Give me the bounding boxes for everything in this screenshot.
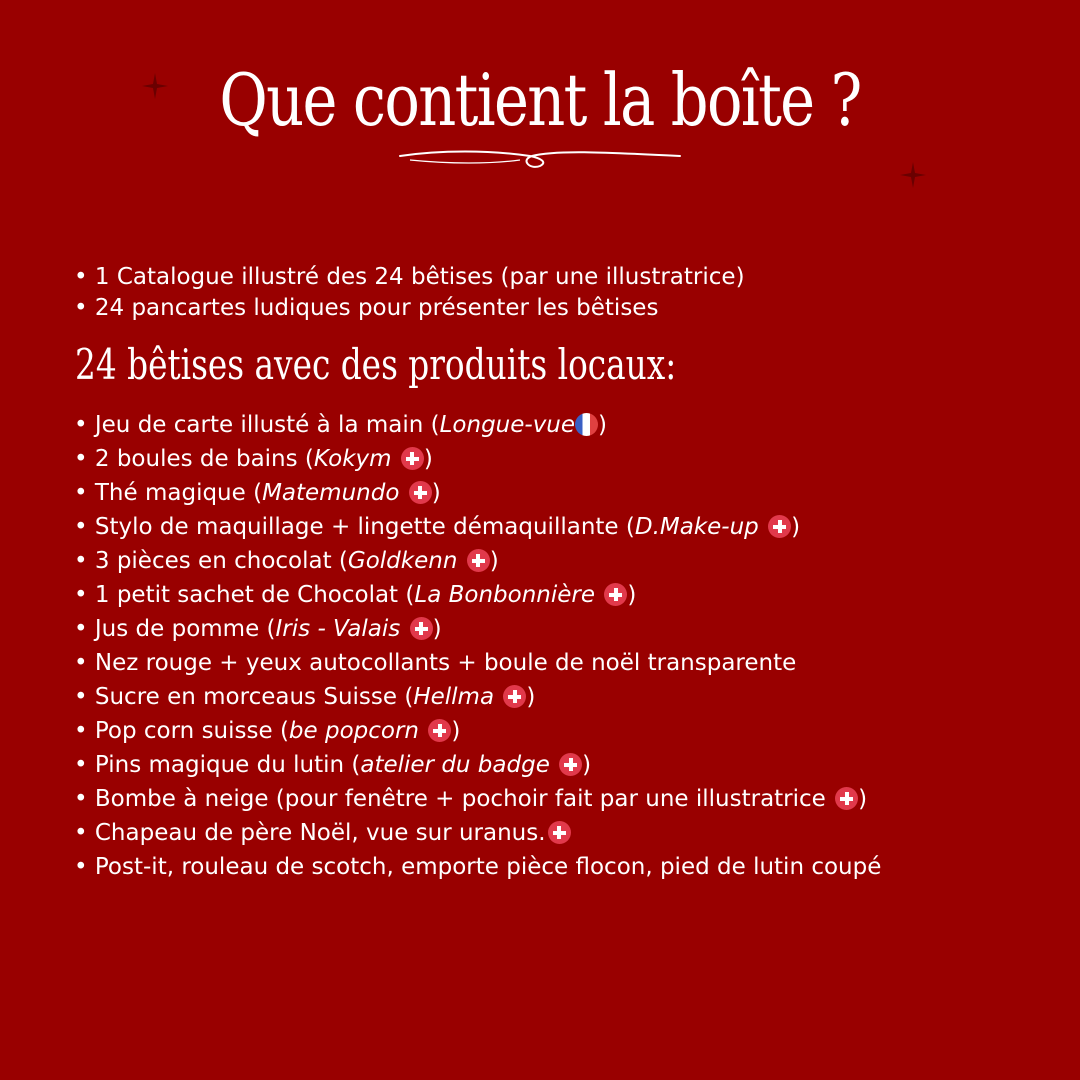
list-item	[74, 442, 881, 476]
item-text-end: )	[598, 412, 608, 438]
item-text: • 3 pièces en chocolat (	[74, 548, 348, 574]
list-item	[74, 748, 881, 782]
swiss-flag-icon	[835, 787, 858, 810]
item-text-end: )	[432, 616, 442, 642]
list-item	[74, 816, 881, 850]
item-text-end: )	[423, 446, 433, 472]
swiss-flag-icon	[604, 583, 627, 606]
swiss-flag-icon	[548, 821, 571, 844]
list-item	[74, 510, 881, 544]
item-text: • Pop corn suisse (	[74, 718, 289, 744]
intro-item: • 1 Catalogue illustré des 24 bêtises (par une illustratrice)	[74, 264, 745, 290]
item-brand: Longue-vue	[439, 412, 576, 438]
item-text-end: )	[526, 684, 536, 710]
item-text: • Sucre en morceaus Suisse (	[74, 684, 414, 710]
item-text: • Jeu de carte illusté à la main (	[74, 412, 440, 438]
item-brand: Hellma	[413, 684, 502, 710]
item-brand: Matemundo	[262, 480, 407, 506]
list-item	[74, 782, 881, 816]
item-text: • Post-it, rouleau de scotch, emporte pièce flocon, pied de lutin coupé	[74, 854, 882, 880]
item-text: • Pins magique du lutin (	[74, 752, 361, 778]
item-text-end: )	[431, 480, 441, 506]
item-text: • Stylo de maquillage + lingette démaquillante (	[74, 514, 635, 540]
item-text: • Chapeau de père Noël, vue sur uranus.	[74, 820, 546, 846]
item-text-end: )	[489, 548, 499, 574]
item-brand: La Bonbonnière	[414, 582, 603, 608]
item-text: • 1 petit sachet de Chocolat (	[74, 582, 415, 608]
page-title: Que contient la boîte ?	[219, 58, 861, 142]
list-item	[74, 408, 881, 442]
item-text-end: )	[858, 786, 868, 812]
swiss-flag-icon	[467, 549, 490, 572]
section-heading: 24 bêtises avec des produits locaux:	[75, 340, 677, 389]
swiss-flag-icon	[559, 753, 582, 776]
france-flag-icon	[575, 413, 598, 436]
item-brand: be popcorn	[288, 718, 427, 744]
products-list	[74, 408, 881, 884]
list-item	[74, 850, 881, 884]
item-text-end: )	[627, 582, 637, 608]
item-text-end: )	[451, 718, 461, 744]
item-text: • Jus de pomme (	[74, 616, 276, 642]
item-text-end: )	[791, 514, 801, 540]
swiss-flag-icon	[503, 685, 526, 708]
list-item	[74, 578, 881, 612]
swiss-flag-icon	[768, 515, 791, 538]
item-text: • Thé magique (	[74, 480, 263, 506]
list-item	[74, 612, 881, 646]
list-item	[74, 476, 881, 510]
item-text: • Nez rouge + yeux autocollants + boule de noël transparente	[74, 650, 797, 676]
title-flourish-ornament	[380, 142, 700, 172]
sparkle-star-icon	[898, 160, 928, 190]
swiss-flag-icon	[428, 719, 451, 742]
list-item	[74, 544, 881, 578]
item-text: • Bombe à neige (pour fenêtre + pochoir fait par une illustratrice	[74, 786, 834, 812]
item-brand: Iris - Valais	[275, 616, 408, 642]
list-item	[74, 646, 881, 680]
item-brand: Kokym	[313, 446, 399, 472]
swiss-flag-icon	[401, 447, 424, 470]
swiss-flag-icon	[409, 481, 432, 504]
item-brand: Goldkenn	[347, 548, 465, 574]
intro-item: • 24 pancartes ludiques pour présenter les bêtises	[74, 295, 659, 321]
list-item	[74, 714, 881, 748]
intro-list	[74, 262, 745, 324]
item-text: • 2 boules de bains (	[74, 446, 314, 472]
item-brand: D.Make-up	[634, 514, 767, 540]
list-item	[74, 680, 881, 714]
item-brand: atelier du badge	[360, 752, 558, 778]
swiss-flag-icon	[410, 617, 433, 640]
item-text-end: )	[582, 752, 592, 778]
